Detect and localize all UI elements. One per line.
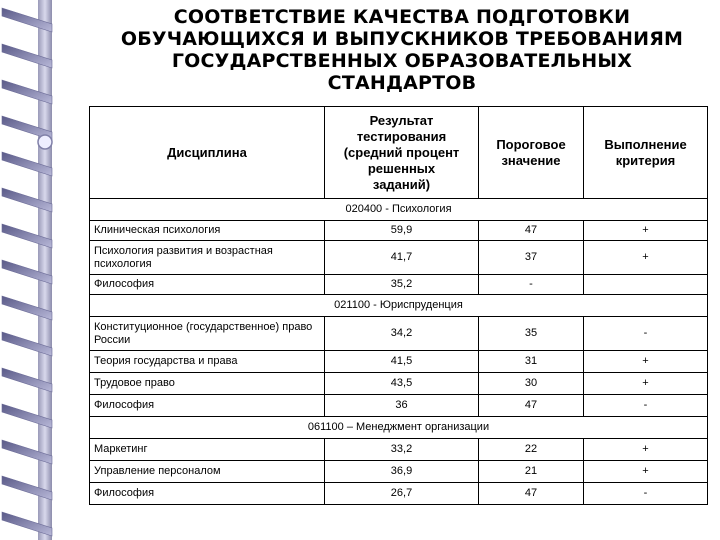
table-row [90, 317, 708, 351]
result-cell: 59,9 [325, 221, 479, 241]
table-row [90, 275, 708, 295]
completion-cell: - [584, 317, 708, 351]
threshold-cell: 30 [479, 373, 584, 395]
header-result-line: тестирования [356, 128, 447, 144]
completion-cell: + [584, 351, 708, 373]
table-row [90, 351, 708, 373]
spiral-binding-decoration [0, 0, 84, 540]
section-title: 061100 – Менеджмент организации [90, 417, 708, 439]
result-cell: 41,7 [325, 241, 479, 275]
page-title [92, 6, 712, 94]
completion-cell: + [584, 461, 708, 483]
header-result-line: решенных [367, 160, 436, 176]
discipline-cell: Философия [90, 395, 325, 417]
header-completion-line: Выполнение [604, 136, 687, 152]
discipline-cell: Конституционное (государственное) право России [90, 317, 325, 351]
threshold-cell: 47 [479, 221, 584, 241]
header-completion-line: критерия [615, 152, 676, 168]
table-row [90, 373, 708, 395]
result-cell: 43,5 [325, 373, 479, 395]
threshold-cell: 47 [479, 395, 584, 417]
table-row [90, 461, 708, 483]
spiral-knob [38, 135, 52, 149]
discipline-cell: Психология развития и возрастная психология [90, 241, 325, 275]
header-threshold-line: значение [501, 152, 561, 168]
discipline-cell: Трудовое право [90, 373, 325, 395]
discipline-cell: Управление персоналом [90, 461, 325, 483]
threshold-cell: 22 [479, 439, 584, 461]
header-threshold [479, 107, 584, 199]
section-title: 021100 - Юриспруденция [90, 295, 708, 317]
table-row [90, 221, 708, 241]
header-completion [584, 107, 708, 199]
result-cell: 41,5 [325, 351, 479, 373]
title-line: СТАНДАРТОВ [327, 72, 477, 94]
table-row [90, 395, 708, 417]
section-row [90, 417, 708, 439]
threshold-cell: - [479, 275, 584, 295]
completion-cell: - [584, 395, 708, 417]
discipline-cell: Клиническая психология [90, 221, 325, 241]
standards-table [89, 106, 708, 505]
title-line: ОБУЧАЮЩИХСЯ И ВЫПУСКНИКОВ ТРЕБОВАНИЯМ [120, 28, 684, 50]
title-line: ГОСУДАРСТВЕННЫХ ОБРАЗОВАТЕЛЬНЫХ [171, 50, 633, 72]
threshold-cell: 31 [479, 351, 584, 373]
result-cell: 35,2 [325, 275, 479, 295]
section-title: 020400 - Психология [90, 199, 708, 221]
header-result-line: (средний процент [343, 144, 460, 160]
header-result-line: заданий) [372, 176, 431, 192]
table-row [90, 483, 708, 505]
result-cell: 26,7 [325, 483, 479, 505]
threshold-cell: 35 [479, 317, 584, 351]
result-cell: 36,9 [325, 461, 479, 483]
header-discipline: Дисциплина [90, 107, 325, 199]
section-row [90, 199, 708, 221]
discipline-cell: Философия [90, 275, 325, 295]
threshold-cell: 37 [479, 241, 584, 275]
completion-cell: + [584, 373, 708, 395]
discipline-cell: Философия [90, 483, 325, 505]
discipline-cell: Маркетинг [90, 439, 325, 461]
result-cell: 36 [325, 395, 479, 417]
completion-cell [584, 275, 708, 295]
header-threshold-line: Пороговое [496, 136, 566, 152]
section-row [90, 295, 708, 317]
table-row [90, 241, 708, 275]
threshold-cell: 47 [479, 483, 584, 505]
header-row [90, 107, 708, 199]
header-result [325, 107, 479, 199]
completion-cell: + [584, 221, 708, 241]
table-row [90, 439, 708, 461]
discipline-cell: Теория государства и права [90, 351, 325, 373]
header-result-line: Результат [369, 112, 434, 128]
completion-cell: + [584, 241, 708, 275]
threshold-cell: 21 [479, 461, 584, 483]
title-line: СООТВЕТСТВИЕ КАЧЕСТВА ПОДГОТОВКИ [173, 6, 631, 28]
completion-cell: - [584, 483, 708, 505]
result-cell: 34,2 [325, 317, 479, 351]
result-cell: 33,2 [325, 439, 479, 461]
completion-cell: + [584, 439, 708, 461]
